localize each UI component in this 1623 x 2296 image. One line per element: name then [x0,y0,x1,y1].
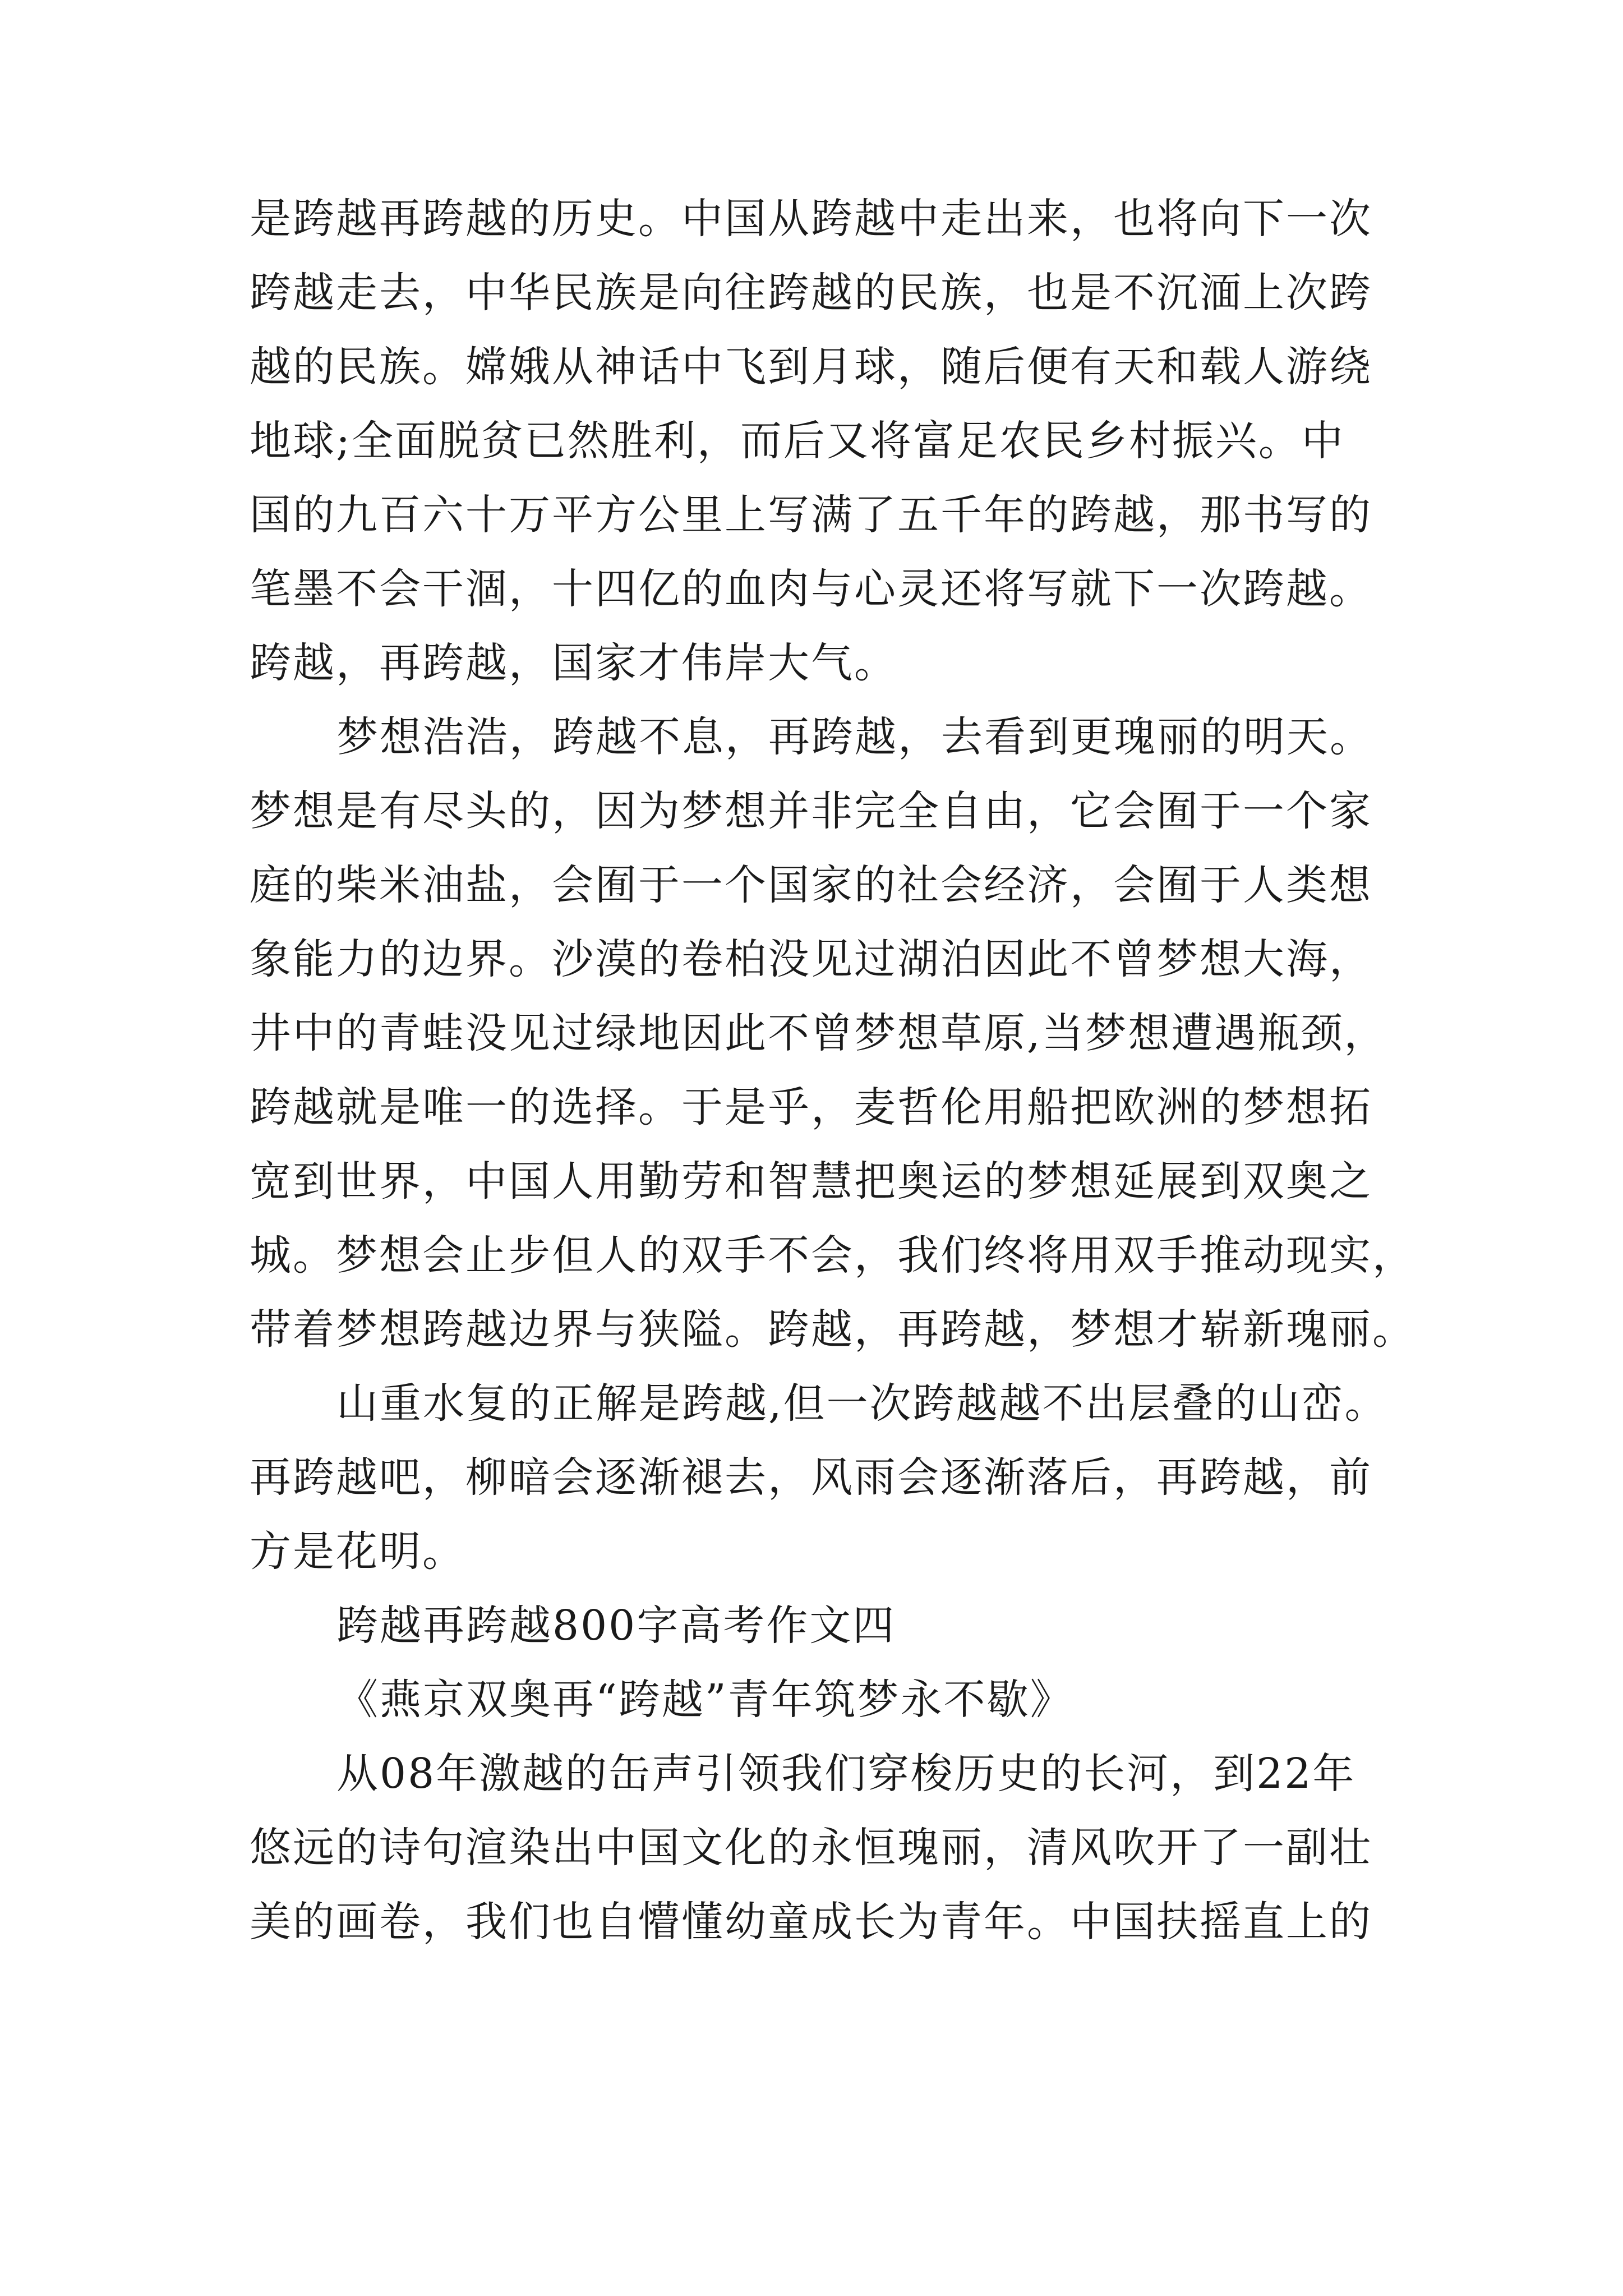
text-line: 笔墨不会干涸，十四亿的血肉与心灵还将写就下一次跨越。 [250,565,1372,613]
text-line: 再跨越吧，柳暗会逐渐褪去，风雨会逐渐落后，再跨越，前 [250,1453,1372,1502]
section-heading: 跨越再跨越800字高考作文四 [336,1602,896,1650]
text-line: 井中的青蛙没见过绿地因此不曾梦想草原,当梦想遭遇瓶颈， [250,1009,1387,1057]
text-line: 越的民族。嫦娥从神话中飞到月球，随后便有天和载人游绕 [250,343,1372,391]
text-line: 梦想是有尽头的，因为梦想并非完全自由，它会囿于一个家 [250,787,1372,835]
text-line: 方是花明。 [250,1527,465,1576]
paragraph-first-line: 山重水复的正解是跨越,但一次跨越越不出层叠的山峦。 [336,1379,1388,1428]
text-line: 地球;全面脱贫已然胜利，而后又将富足农民乡村振兴。中 [250,417,1345,465]
text-line: 庭的柴米油盐，会囿于一个国家的社会经济，会囿于人类想 [250,861,1372,909]
essay-title: 《燕京双奥再“跨越”青年筑梦永不歇》 [336,1676,1073,1724]
text-line: 带着梦想跨越边界与狭隘。跨越，再跨越，梦想才崭新瑰丽。 [250,1305,1415,1354]
paragraph-first-line: 梦想浩浩，跨越不息，再跨越，去看到更瑰丽的明天。 [336,713,1373,761]
paragraph-first-line: 从08年激越的缶声引领我们穿梭历史的长河，到22年 [336,1750,1356,1798]
text-line: 跨越就是唯一的选择。于是乎，麦哲伦用船把欧洲的梦想拓 [250,1083,1372,1131]
text-line: 跨越走去，中华民族是向往跨越的民族，也是不沉湎上次跨 [250,269,1372,317]
text-line: 美的画卷，我们也自懵懂幼童成长为青年。中国扶摇直上的 [250,1898,1372,1946]
text-line: 是跨越再跨越的历史。中国从跨越中走出来，也将向下一次 [250,195,1372,243]
text-line: 跨越，再跨越，国家才伟岸大气。 [250,639,897,687]
text-line: 象能力的边界。沙漠的卷柏没见过湖泊因此不曾梦想大海， [250,935,1372,983]
text-line: 国的九百六十万平方公里上写满了五千年的跨越，那书写的 [250,491,1372,539]
text-line: 悠远的诗句渲染出中国文化的永恒瑰丽，清风吹开了一副壮 [250,1824,1372,1872]
text-line: 宽到世界，中国人用勤劳和智慧把奥运的梦想延展到双奥之 [250,1157,1372,1205]
text-line: 城。梦想会止步但人的双手不会，我们终将用双手推动现实， [250,1231,1415,1280]
